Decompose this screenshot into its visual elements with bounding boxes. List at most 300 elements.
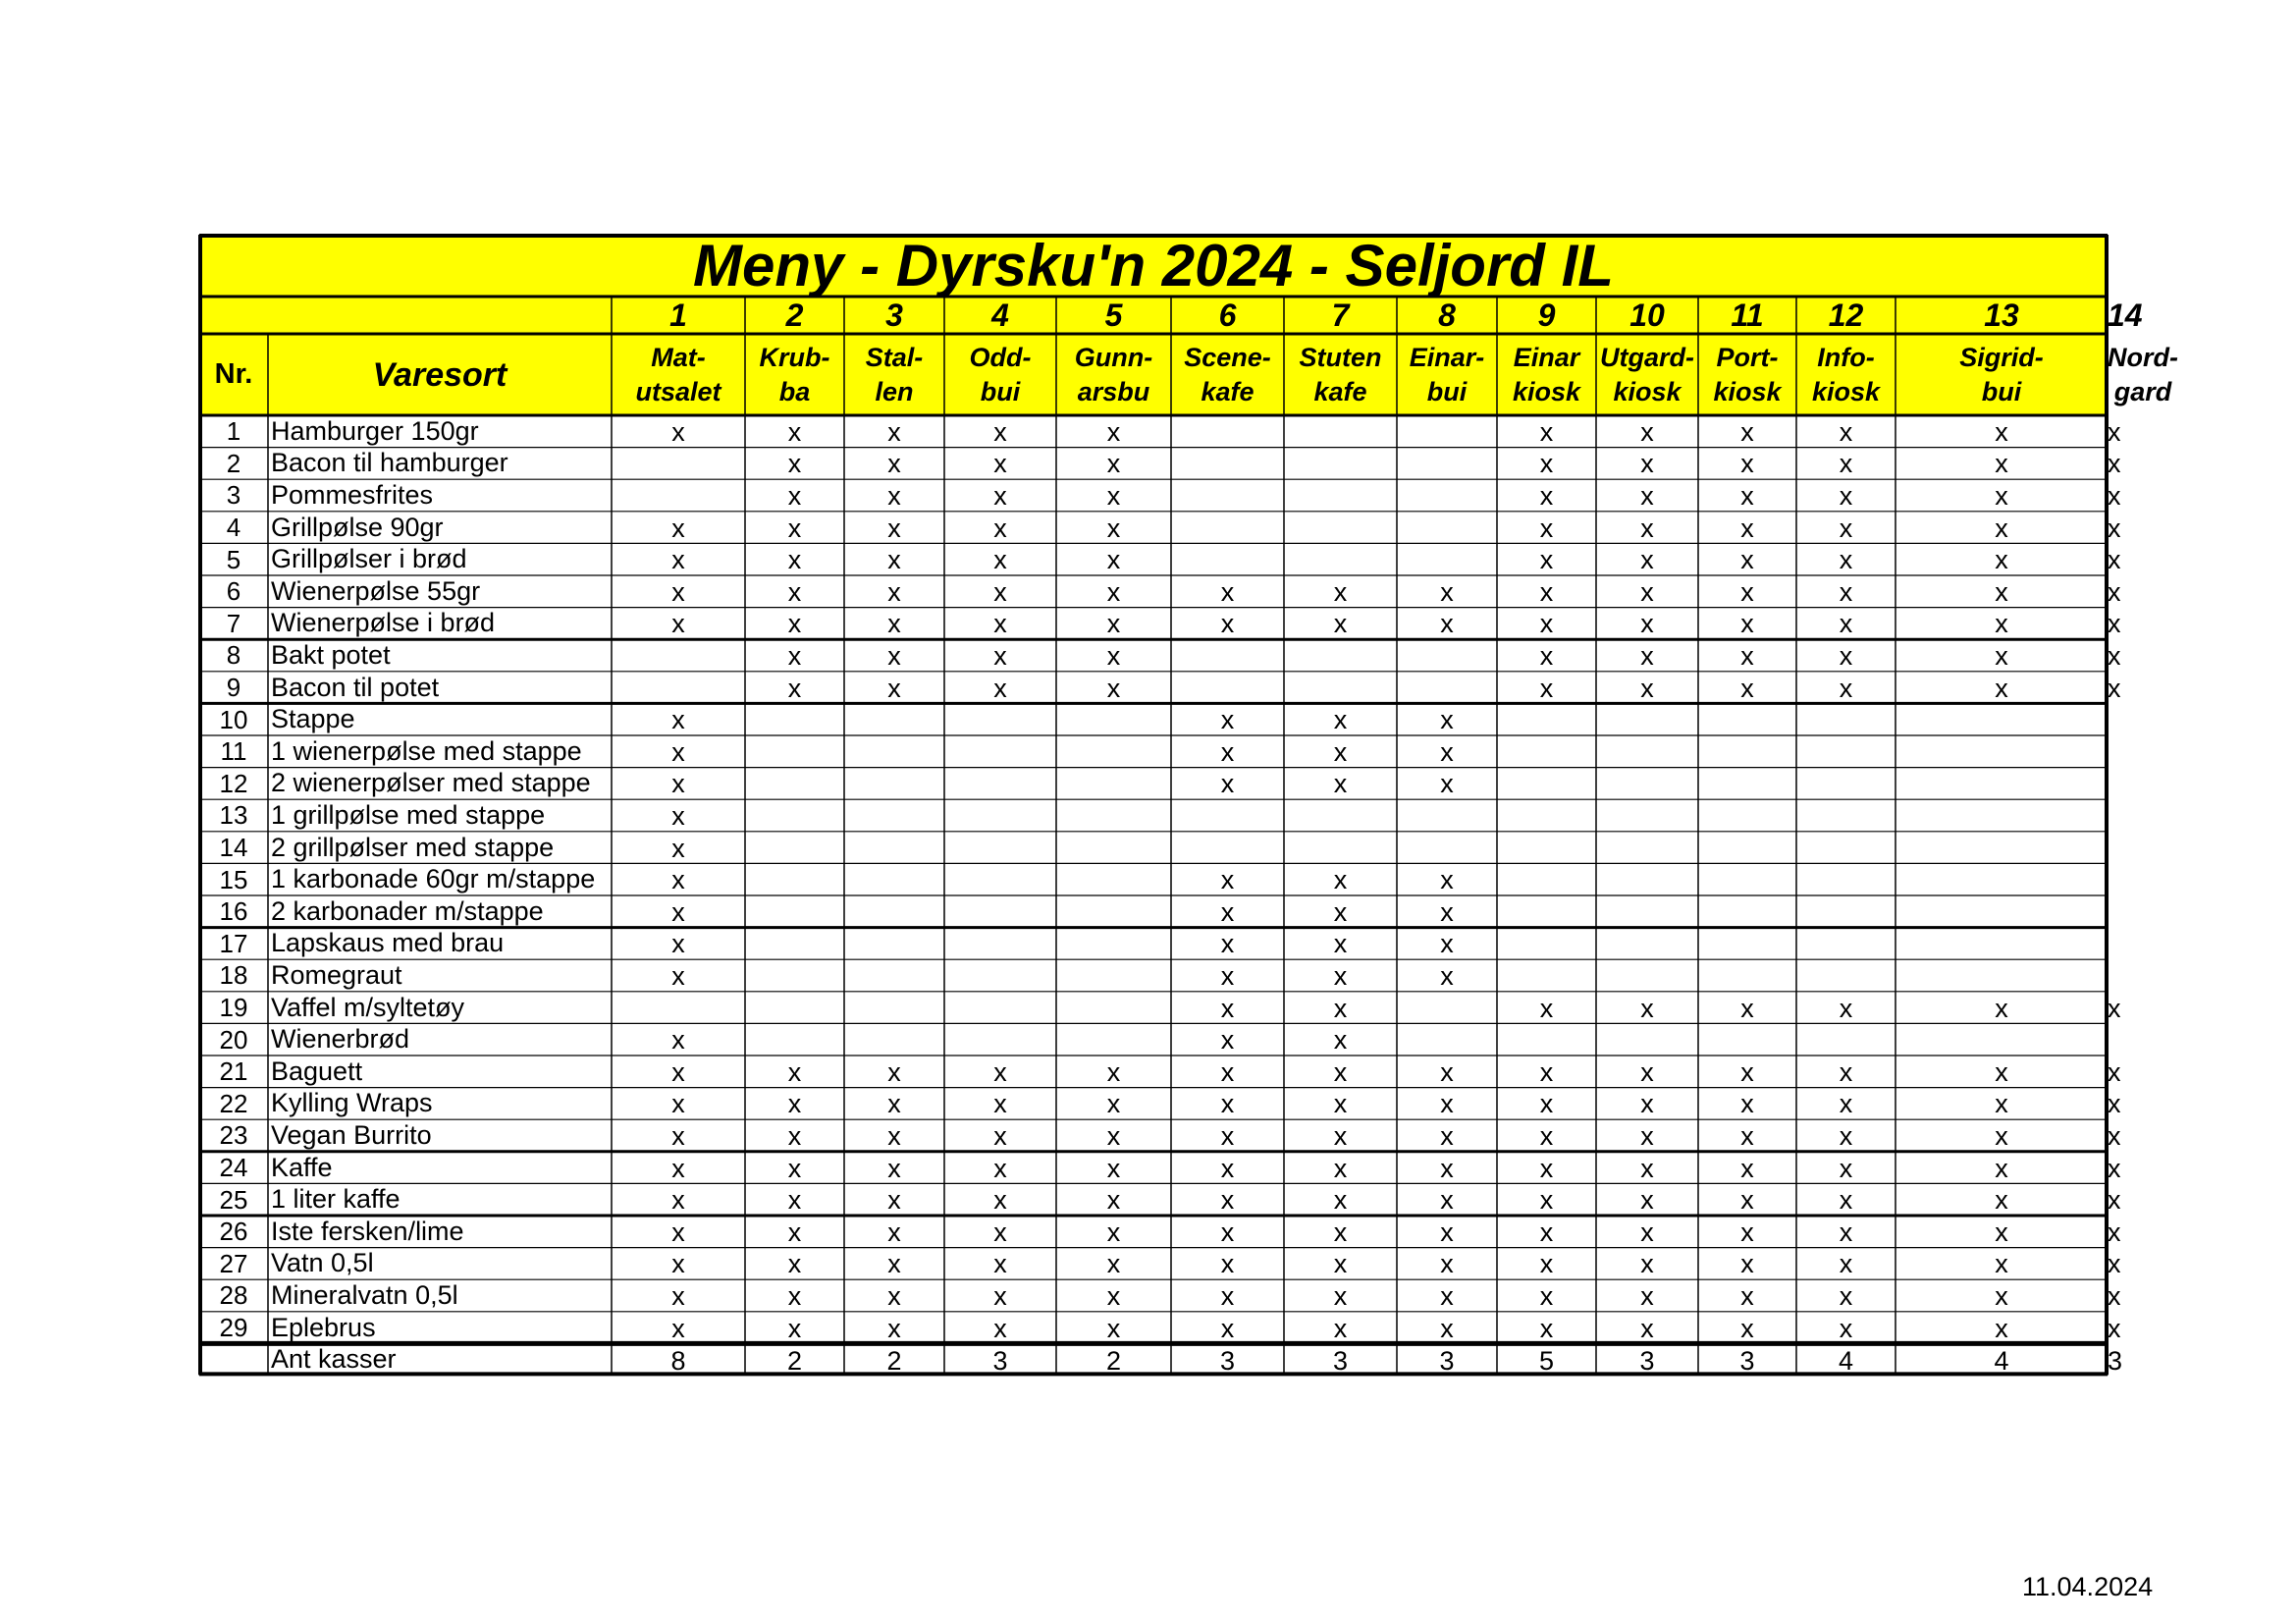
- availability-mark: x: [1640, 1056, 1654, 1087]
- availability-mark: x: [1539, 1120, 1554, 1151]
- availability-mark: x: [1333, 1120, 1348, 1151]
- availability-mark: x: [993, 545, 1007, 575]
- availability-mark: x: [993, 640, 1007, 671]
- register-count: 5: [1538, 1345, 1555, 1376]
- availability-mark: x: [1839, 993, 1853, 1023]
- availability-mark: x: [887, 480, 901, 511]
- availability-mark: x: [1333, 993, 1348, 1023]
- availability-mark: x: [887, 1280, 901, 1311]
- availability-mark: x: [1995, 1089, 2008, 1119]
- availability-mark: x: [1740, 1056, 1754, 1087]
- row-number: 14: [219, 833, 248, 863]
- availability-mark: x: [993, 1153, 1007, 1183]
- availability-mark: x: [2108, 1217, 2121, 1247]
- menu-sheet: [199, 235, 2178, 1376]
- availability-mark: x: [1640, 1089, 1654, 1119]
- availability-mark: x: [1539, 993, 1554, 1023]
- availability-mark: x: [2108, 545, 2121, 575]
- availability-mark: x: [2108, 1056, 2121, 1087]
- availability-mark: x: [1333, 1217, 1348, 1247]
- location-header: [1596, 334, 1698, 415]
- register-count: 3: [1439, 1345, 1455, 1376]
- availability-mark: x: [887, 1249, 901, 1279]
- item-name: Vegan Burrito: [271, 1119, 432, 1150]
- availability-mark: x: [1539, 1249, 1554, 1279]
- availability-mark: x: [1640, 576, 1654, 607]
- availability-mark: x: [787, 640, 802, 671]
- row-number: 21: [219, 1056, 248, 1087]
- availability-mark: x: [993, 513, 1007, 543]
- availability-mark: x: [1740, 545, 1754, 575]
- availability-mark: x: [1995, 1217, 2008, 1247]
- register-count: 4: [1994, 1345, 2009, 1376]
- location-name-line1: Einar-: [1409, 342, 1485, 372]
- availability-mark: x: [1839, 1217, 1853, 1247]
- availability-mark: x: [1333, 1025, 1348, 1056]
- row-number: 6: [226, 576, 241, 607]
- availability-mark: x: [1740, 1280, 1754, 1311]
- availability-mark: x: [1995, 513, 2008, 543]
- location-number: 6: [1218, 298, 1237, 333]
- row-number: 24: [219, 1153, 248, 1183]
- location-number: 9: [1537, 298, 1556, 333]
- availability-mark: x: [1440, 896, 1454, 927]
- item-name: Bacon til hamburger: [271, 448, 508, 478]
- availability-mark: x: [1640, 1120, 1654, 1151]
- location-header: [1698, 334, 1796, 415]
- item-name: 1 grillpølse med stappe: [271, 799, 546, 830]
- location-name-line2: kiosk: [1512, 376, 1581, 406]
- row-number: 22: [219, 1088, 248, 1118]
- header-nr: Nr.: [214, 358, 253, 390]
- item-name: Hamburger 150gr: [271, 415, 479, 446]
- availability-mark: x: [1440, 960, 1454, 991]
- location-name-line2: kiosk: [1713, 376, 1782, 406]
- location-header: [745, 334, 844, 415]
- availability-mark: x: [887, 449, 901, 479]
- availability-mark: x: [1839, 513, 1853, 543]
- availability-mark: x: [787, 1217, 802, 1247]
- availability-mark: x: [671, 929, 685, 959]
- availability-mark: x: [1995, 1280, 2008, 1311]
- availability-mark: x: [887, 545, 901, 575]
- page-title: Meny - Dyrsku'n 2024 - Seljord IL: [693, 235, 1614, 297]
- row-number: 17: [219, 928, 248, 958]
- location-name-line2: kafe: [1313, 376, 1367, 406]
- availability-mark: x: [1995, 1153, 2008, 1183]
- availability-mark: x: [1106, 513, 1121, 543]
- availability-mark: x: [1539, 1185, 1554, 1216]
- availability-mark: x: [1440, 1217, 1454, 1247]
- availability-mark: x: [1740, 480, 1754, 511]
- availability-mark: x: [1106, 1185, 1121, 1216]
- item-name: Vatn 0,5l: [271, 1248, 374, 1278]
- register-count: 3: [992, 1345, 1008, 1376]
- availability-mark: x: [993, 416, 1007, 447]
- availability-mark: x: [1640, 1185, 1654, 1216]
- item-name: Baguett: [271, 1056, 363, 1086]
- availability-mark: x: [1740, 1089, 1754, 1119]
- availability-mark: x: [671, 513, 685, 543]
- location-header: [944, 334, 1056, 415]
- location-name-line2: kiosk: [1613, 376, 1682, 406]
- availability-mark: x: [671, 1025, 685, 1056]
- item-name: Grillpølser i brød: [271, 544, 467, 574]
- location-name-line1: Einar: [1513, 342, 1580, 372]
- availability-mark: x: [1740, 576, 1754, 607]
- location-name-line1: Krub-: [759, 342, 830, 372]
- row-number: 12: [219, 768, 248, 798]
- location-name-line2: len: [875, 376, 914, 406]
- availability-mark: x: [1333, 1280, 1348, 1311]
- availability-mark: x: [1995, 673, 2008, 703]
- availability-mark: x: [671, 1280, 685, 1311]
- availability-mark: x: [1440, 769, 1454, 799]
- availability-mark: x: [1839, 673, 1853, 703]
- location-number: 12: [1828, 298, 1864, 333]
- availability-mark: x: [1740, 609, 1754, 639]
- row-number: 4: [226, 513, 241, 543]
- row-number: 2: [226, 448, 241, 478]
- location-name-line1: Odd-: [969, 342, 1032, 372]
- register-count: 3: [1639, 1345, 1655, 1376]
- availability-mark: x: [1220, 1089, 1235, 1119]
- availability-mark: x: [1539, 576, 1554, 607]
- availability-mark: x: [1106, 640, 1121, 671]
- availability-mark: x: [993, 609, 1007, 639]
- availability-mark: x: [1839, 449, 1853, 479]
- item-name: Lapskaus med brau: [271, 928, 505, 958]
- availability-mark: x: [1839, 1280, 1853, 1311]
- availability-mark: x: [1440, 609, 1454, 639]
- availability-mark: x: [1995, 545, 2008, 575]
- location-name-line1: Mat-: [651, 342, 706, 372]
- location-header: [1171, 334, 1284, 415]
- availability-mark: x: [1740, 993, 1754, 1023]
- availability-mark: x: [1640, 449, 1654, 479]
- availability-mark: x: [1740, 1120, 1754, 1151]
- availability-mark: x: [2108, 609, 2121, 639]
- availability-mark: x: [1106, 576, 1121, 607]
- availability-mark: x: [1839, 1249, 1853, 1279]
- availability-mark: x: [1640, 1153, 1654, 1183]
- location-header: [612, 334, 745, 415]
- item-name: 2 karbonader m/stappe: [271, 895, 544, 926]
- row-number: 16: [219, 896, 248, 927]
- availability-mark: x: [671, 865, 685, 895]
- availability-mark: x: [1106, 449, 1121, 479]
- row-number: 20: [219, 1024, 248, 1055]
- availability-mark: x: [887, 416, 901, 447]
- location-number: 13: [1984, 298, 2019, 333]
- availability-mark: x: [2108, 1313, 2121, 1343]
- availability-mark: x: [1106, 1120, 1121, 1151]
- location-header: [1497, 334, 1596, 415]
- availability-mark: x: [1440, 576, 1454, 607]
- availability-mark: x: [787, 513, 802, 543]
- availability-mark: x: [1539, 609, 1554, 639]
- row-number: 9: [226, 673, 241, 703]
- location-number: 10: [1629, 298, 1665, 333]
- availability-mark: x: [1839, 1153, 1853, 1183]
- location-number: 2: [785, 298, 804, 333]
- availability-mark: x: [2108, 513, 2121, 543]
- location-name-line1: Stuten: [1299, 342, 1382, 372]
- availability-mark: x: [1995, 1313, 2008, 1343]
- availability-mark: x: [1740, 1313, 1754, 1343]
- availability-mark: x: [1333, 1249, 1348, 1279]
- row-number: 19: [219, 993, 248, 1023]
- availability-mark: x: [993, 1217, 1007, 1247]
- availability-mark: x: [1440, 1280, 1454, 1311]
- row-number: 13: [219, 800, 248, 831]
- location-name-line2: bui: [980, 376, 1021, 406]
- row-number: 28: [219, 1280, 248, 1311]
- availability-mark: x: [787, 1089, 802, 1119]
- availability-mark: x: [887, 673, 901, 703]
- availability-mark: x: [887, 1153, 901, 1183]
- availability-mark: x: [1640, 1249, 1654, 1279]
- availability-mark: x: [1539, 480, 1554, 511]
- availability-mark: x: [1995, 416, 2008, 447]
- register-count: 3: [1219, 1345, 1236, 1376]
- availability-mark: x: [887, 609, 901, 639]
- availability-mark: x: [671, 833, 685, 863]
- location-number: 7: [1331, 298, 1350, 333]
- availability-mark: x: [993, 449, 1007, 479]
- availability-mark: x: [1220, 1025, 1235, 1056]
- location-name-line2: kiosk: [1811, 376, 1881, 406]
- row-number: 23: [219, 1120, 248, 1151]
- availability-mark: x: [1220, 576, 1235, 607]
- availability-mark: x: [1539, 1153, 1554, 1183]
- availability-mark: x: [671, 769, 685, 799]
- item-name: Eplebrus: [271, 1312, 376, 1342]
- availability-mark: x: [887, 1185, 901, 1216]
- availability-mark: x: [1839, 1089, 1853, 1119]
- availability-mark: x: [1995, 449, 2008, 479]
- availability-mark: x: [1333, 865, 1348, 895]
- availability-mark: x: [1220, 609, 1235, 639]
- availability-mark: x: [671, 609, 685, 639]
- availability-mark: x: [1839, 416, 1853, 447]
- availability-mark: x: [787, 1153, 802, 1183]
- availability-mark: x: [1640, 1217, 1654, 1247]
- row-number: 26: [219, 1217, 248, 1247]
- item-name: 1 liter kaffe: [271, 1184, 400, 1215]
- availability-mark: x: [671, 736, 685, 767]
- availability-mark: x: [1106, 1217, 1121, 1247]
- location-number: 14: [2108, 298, 2143, 333]
- item-name: Wienerpølse 55gr: [271, 575, 481, 606]
- item-name: Wienerbrød: [271, 1024, 410, 1055]
- availability-mark: x: [993, 1056, 1007, 1087]
- register-count: 3: [2108, 1345, 2123, 1376]
- location-header: [1796, 334, 1896, 415]
- availability-mark: x: [1995, 640, 2008, 671]
- availability-mark: x: [1220, 929, 1235, 959]
- location-number: 1: [669, 298, 687, 333]
- availability-mark: x: [787, 1249, 802, 1279]
- availability-mark: x: [1106, 545, 1121, 575]
- location-name-line1: Scene-: [1184, 342, 1271, 372]
- availability-mark: x: [671, 416, 685, 447]
- availability-mark: x: [2108, 1089, 2121, 1119]
- location-name-line1: Gunn-: [1074, 342, 1153, 372]
- availability-mark: x: [1220, 705, 1235, 735]
- totals-label: Ant kasser: [271, 1343, 397, 1374]
- availability-mark: x: [1333, 1056, 1348, 1087]
- availability-mark: x: [1440, 929, 1454, 959]
- location-name-line1: Nord-: [2108, 342, 2178, 372]
- availability-mark: x: [2108, 673, 2121, 703]
- availability-mark: x: [787, 1120, 802, 1151]
- item-name: Kaffe: [271, 1152, 333, 1182]
- availability-mark: x: [1640, 1280, 1654, 1311]
- availability-mark: x: [1640, 1313, 1654, 1343]
- item-name: Grillpølse 90gr: [271, 512, 444, 542]
- availability-mark: x: [787, 480, 802, 511]
- availability-mark: x: [1740, 1217, 1754, 1247]
- availability-mark: x: [787, 576, 802, 607]
- availability-mark: x: [1106, 480, 1121, 511]
- availability-mark: x: [993, 576, 1007, 607]
- row-number: 11: [220, 736, 247, 767]
- row-number: 15: [219, 864, 248, 894]
- availability-mark: x: [1640, 993, 1654, 1023]
- row-number: 25: [219, 1184, 248, 1215]
- availability-mark: x: [1440, 736, 1454, 767]
- location-header: [1284, 334, 1397, 415]
- availability-mark: x: [1839, 480, 1853, 511]
- availability-mark: x: [671, 1217, 685, 1247]
- availability-mark: x: [2108, 416, 2121, 447]
- row-number: 8: [226, 640, 241, 671]
- availability-mark: x: [1106, 673, 1121, 703]
- availability-mark: x: [1995, 609, 2008, 639]
- availability-mark: x: [2108, 576, 2121, 607]
- availability-mark: x: [1839, 1185, 1853, 1216]
- availability-mark: x: [1440, 1249, 1454, 1279]
- availability-mark: x: [887, 1120, 901, 1151]
- availability-mark: x: [1995, 1056, 2008, 1087]
- availability-mark: x: [1995, 993, 2008, 1023]
- availability-mark: x: [1740, 513, 1754, 543]
- register-count: 3: [1332, 1345, 1349, 1376]
- availability-mark: x: [1539, 513, 1554, 543]
- availability-mark: x: [993, 1185, 1007, 1216]
- row-number: 27: [219, 1248, 248, 1278]
- availability-mark: x: [993, 1120, 1007, 1151]
- availability-mark: x: [671, 1120, 685, 1151]
- availability-mark: x: [2108, 480, 2121, 511]
- availability-mark: x: [1640, 640, 1654, 671]
- availability-mark: x: [1220, 960, 1235, 991]
- availability-mark: x: [1106, 609, 1121, 639]
- availability-mark: x: [1333, 705, 1348, 735]
- register-count: 2: [786, 1345, 803, 1376]
- availability-mark: x: [2108, 1280, 2121, 1311]
- availability-mark: x: [1106, 1089, 1121, 1119]
- location-name-line1: Port-: [1716, 342, 1779, 372]
- availability-mark: x: [993, 1089, 1007, 1119]
- availability-mark: x: [1839, 609, 1853, 639]
- availability-mark: x: [1220, 769, 1235, 799]
- row-number: 10: [219, 704, 248, 734]
- availability-mark: x: [1995, 576, 2008, 607]
- availability-mark: x: [1333, 896, 1348, 927]
- row-number: 5: [226, 544, 241, 574]
- row-number: 1: [226, 416, 241, 447]
- availability-mark: x: [671, 705, 685, 735]
- availability-mark: x: [2108, 1153, 2121, 1183]
- availability-mark: x: [787, 449, 802, 479]
- availability-mark: x: [1220, 896, 1235, 927]
- availability-mark: x: [1539, 1056, 1554, 1087]
- availability-mark: x: [1640, 673, 1654, 703]
- availability-mark: x: [993, 1280, 1007, 1311]
- location-number: 8: [1438, 298, 1456, 333]
- availability-mark: x: [1220, 1280, 1235, 1311]
- availability-mark: x: [1333, 576, 1348, 607]
- availability-mark: x: [887, 1313, 901, 1343]
- header-varesort: Varesort: [372, 355, 507, 394]
- availability-mark: x: [1106, 1056, 1121, 1087]
- availability-mark: x: [993, 673, 1007, 703]
- availability-mark: x: [671, 1313, 685, 1343]
- availability-mark: x: [1740, 416, 1754, 447]
- location-header: [844, 334, 944, 415]
- availability-mark: x: [1440, 1153, 1454, 1183]
- location-name-line1: Stal-: [865, 342, 924, 372]
- availability-mark: x: [1640, 480, 1654, 511]
- availability-mark: x: [1740, 449, 1754, 479]
- availability-mark: x: [671, 800, 685, 831]
- availability-mark: x: [1106, 1280, 1121, 1311]
- availability-mark: x: [887, 1217, 901, 1247]
- availability-mark: x: [1440, 1089, 1454, 1119]
- row-number: 29: [219, 1313, 248, 1343]
- register-count: 4: [1838, 1345, 1854, 1376]
- availability-mark: x: [1640, 513, 1654, 543]
- availability-mark: x: [1539, 1313, 1554, 1343]
- register-count: 3: [1739, 1345, 1755, 1376]
- availability-mark: x: [1440, 865, 1454, 895]
- availability-mark: x: [887, 1056, 901, 1087]
- availability-mark: x: [1839, 576, 1853, 607]
- availability-mark: x: [1539, 1280, 1554, 1311]
- location-header: [1397, 334, 1497, 415]
- register-count: 8: [670, 1345, 686, 1376]
- availability-mark: x: [1333, 929, 1348, 959]
- availability-mark: x: [2108, 640, 2121, 671]
- availability-mark: x: [993, 1249, 1007, 1279]
- availability-mark: x: [1740, 1185, 1754, 1216]
- item-name: Bacon til potet: [271, 672, 440, 702]
- location-name-line1: Info-: [1817, 342, 1875, 372]
- availability-mark: x: [1995, 1120, 2008, 1151]
- item-name: 2 grillpølser med stappe: [271, 832, 555, 862]
- item-name: Wienerpølse i brød: [271, 608, 496, 638]
- location-number: 4: [991, 298, 1009, 333]
- location-header: [2108, 334, 2178, 415]
- availability-mark: x: [1740, 640, 1754, 671]
- availability-mark: x: [787, 1280, 802, 1311]
- availability-mark: x: [993, 480, 1007, 511]
- availability-mark: x: [1839, 1120, 1853, 1151]
- availability-mark: x: [1220, 1153, 1235, 1183]
- availability-mark: x: [787, 1056, 802, 1087]
